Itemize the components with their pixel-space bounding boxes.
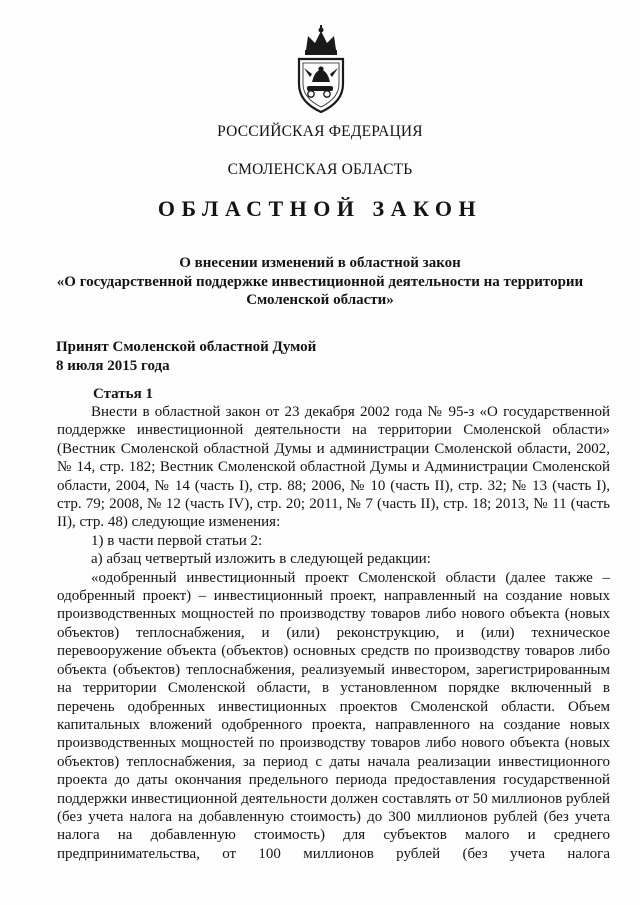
quoted-definition-paragraph: «одобренный инвестиционный проект Смоленской области (далее также – одобренный проект) – инвестиционный проект, направленный на создание новых производственных мощностей по производству товаров либо нового объекта (новых объектов) теплоснабжения, и (или) реконструкцию, и (или) техническое перевооружение объекта (объектов) основных средств по производству товаров либо объекта (объектов) теплоснабжения, реализуемый инвестором, зарегистрированным на территории Смоленской области, в установленном порядке включенный в перечень одобренных инвестиционных проектов Смоленской области. Объем капитальных вложений одобренного проекта, направленного на создание новых производственных мощностей по производству товаров либо нового объекта (новых объектов) теплоснабжения, за период с даты начала реализации инвестиционного проекта до даты окончания предельного периода предоставления государственной поддержки инвестиционной деятельности должен составлять от 50 миллионов рублей (без учета налога на добавленную стоимость) до 300 миллионов рублей (без учета налога на добавленную стоимость) для субъектов малого и среднего предпринимательства, от 100 миллионов рублей (без учета налога	[57, 569, 610, 862]
coat-of-arms-icon	[288, 24, 354, 116]
article-body	[57, 403, 610, 863]
list-item: 1) в части первой статьи 2:	[91, 532, 263, 549]
adoption-date: 8 июля 2015 года	[56, 357, 170, 374]
article-title: Статья 1	[93, 386, 153, 402]
law-subject	[0, 254, 640, 310]
adoption-info	[56, 338, 316, 375]
article-intro-paragraph: Внести в областной закон от 23 декабря 2002 года № 95-з «О государственной поддержке инвестиционной деятельности на территории Смоленской области» (Вестник Смоленской областной Думы и администрации Смоленской области, 2002, № 14, стр. 182; Вестник Смоленской областной Думы и Администрации Смоленской области, 2004, № 14 (часть I), стр. 88; 2006, № 10 (часть II), стр. 32; № 13 (часть I), стр. 79; 2008, № 12 (часть IV), стр. 20; 2011, № 7 (часть II), стр. 18; 2013, № 11 (часть II), стр. 48) следующие изменения:	[57, 404, 610, 531]
region-heading: СМОЛЕНСКАЯ ОБЛАСТЬ	[227, 161, 413, 178]
document-type-title: ОБЛАСТНОЙ ЗАКОН	[157, 196, 483, 221]
adopted-by: Принят Смоленской областной Думой	[56, 339, 317, 355]
subject-line: «О государственной поддержке инвестиционной деятельности на территории	[56, 273, 584, 290]
subject-line: Смоленской области»	[246, 292, 394, 308]
list-item: а) абзац четвертый изложить в следующей редакции:	[91, 551, 431, 568]
subject-line: О внесении изменений в областной закон	[179, 255, 461, 271]
country-heading: РОССИЙСКАЯ ФЕДЕРАЦИЯ	[217, 123, 423, 140]
